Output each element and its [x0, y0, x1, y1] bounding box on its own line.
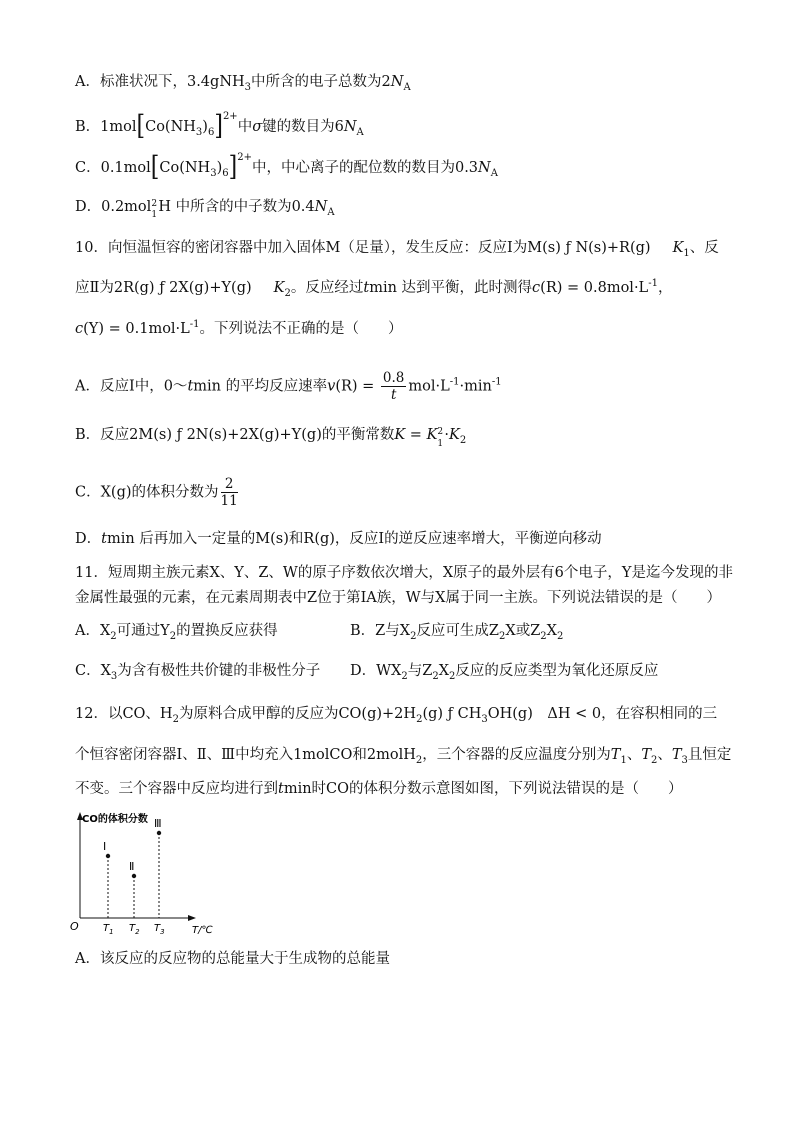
bracket-open: [	[150, 151, 160, 183]
q9-a-text: A．标准状况下，3.4gNH	[75, 74, 245, 90]
q12-l1a: 12．以CO、H	[75, 706, 173, 722]
q10-d-text: min 后再加入一定量的M(s)和R(g)，反应Ⅰ的逆反应速率增大，平衡逆向移动	[106, 531, 602, 547]
q10-b-k1-sub: 1	[437, 439, 444, 449]
origin-label: O	[70, 920, 79, 933]
q10-option-a[interactable]	[75, 370, 502, 403]
q10-d-t: t	[101, 531, 107, 547]
q10-l2a: 应Ⅱ为2R(g) ƒ 2X(g)+Y(g)	[75, 280, 252, 296]
q9-b-close: )	[202, 119, 208, 135]
q12-stem-line3	[75, 779, 683, 799]
q10-b-k1-scripts	[437, 427, 444, 449]
q11-b-d: X	[546, 623, 557, 639]
q9-option-b[interactable]	[75, 110, 364, 142]
q10-c-den: 11	[220, 493, 238, 509]
q11-option-c[interactable]	[75, 661, 320, 681]
q11-c-s1: 3	[110, 670, 118, 682]
q10-b-k: K	[394, 427, 406, 443]
q11-b-s2: 2	[499, 630, 506, 642]
q9-d-iso-num: 1	[151, 210, 158, 220]
q10-l3c: 。下列说法不正确的是（ ）	[199, 321, 403, 337]
q12-l1s3: 3	[481, 713, 488, 725]
q10-b-eq: =	[405, 427, 427, 443]
q9-c-sub6: 6	[222, 167, 229, 179]
q11-option-a[interactable]	[75, 621, 278, 641]
q10-stem-line3	[75, 319, 403, 339]
q11-b-c: X或Z	[505, 623, 541, 639]
q12-l1c: (g) ƒ CH	[422, 706, 482, 722]
q12-t3: T	[671, 747, 682, 763]
q11-a-b: 可通过Y	[116, 623, 170, 639]
q10-a-t: t	[187, 378, 194, 395]
q12-stem-line2	[75, 745, 731, 765]
q9-c-nasub: A	[490, 167, 498, 179]
q12-l1s2: 2	[416, 713, 423, 725]
q9-a-nasub: A	[403, 81, 411, 93]
q10-b-k1-sup: 2	[437, 427, 444, 437]
data-point-1	[106, 854, 110, 858]
q10-a-fraction	[381, 370, 406, 403]
data-point-2	[132, 874, 136, 878]
q11-l1: 11．短周期主族元素X、Y、Z、W的原子序数依次增大，X原子的最外层有6个电子，Y是迄今发现的非	[75, 565, 733, 581]
q10-l2c: min 达到平衡，此时测得	[369, 280, 533, 296]
q11-stem-line2	[75, 588, 721, 608]
q11-d-s1: 2	[401, 670, 408, 682]
q9-b-text: B．1mol	[75, 119, 137, 135]
q10-b-k1: K	[426, 427, 438, 443]
q10-a-pre: A．反应Ⅰ中，0～	[75, 378, 188, 395]
q11-b-b: 反应可生成Z	[416, 623, 500, 639]
q12-a-text: A．该反应的反应物的总能量大于生成物的总能量	[75, 951, 390, 967]
q11-c-a: C．X	[75, 663, 111, 679]
q9-b-charge: 2+	[222, 111, 238, 123]
q10-a-mid: min 的平均反应速率	[193, 378, 328, 395]
q12-l2s: 2	[415, 754, 423, 766]
q10-k2: K	[273, 280, 285, 296]
q10-a-s1: -1	[449, 376, 460, 388]
q11-a-s2: 2	[169, 630, 177, 642]
q9-a-na: N	[390, 74, 404, 90]
q10-k2-sub: 2	[284, 287, 291, 299]
q9-d-text: D．0.2mol	[75, 199, 152, 215]
q12-l2b: ，三个容器的反应温度分别为	[422, 747, 611, 763]
q9-b-inner: Co(NH	[145, 119, 196, 135]
q10-a-den: t	[390, 387, 397, 403]
q12-l1d: OH(g) ΔH < 0，在容积相同的三	[487, 706, 718, 722]
q10-a-v: v	[327, 378, 336, 395]
q10-b-k2-sub: 2	[459, 434, 467, 446]
q10-l3a: c	[75, 321, 84, 337]
q12-l3a: 不变。三个容器中反应均进行到	[75, 781, 278, 797]
q10-l1a: 10．向恒温恒容的密闭容器中加入固体M（足量），发生反应：反应Ⅰ为M(s) ƒ N(s)+R(g)	[75, 240, 651, 256]
q9-b-na: N	[343, 119, 357, 135]
x-tick-label-3: $T_3$	[154, 923, 165, 936]
q9-c-na: N	[478, 160, 491, 176]
q12-l3b: min时CO的体积分数示意图如图，下列说法错误的是（ ）	[283, 781, 683, 797]
q10-a-s2: -1	[491, 376, 502, 388]
q9-option-d[interactable]	[75, 197, 335, 220]
bracket-open: [	[136, 110, 146, 142]
q9-d-isotope	[151, 199, 158, 220]
q10-stem-line2	[75, 278, 672, 298]
q9-d-iso-mass: 2	[151, 199, 158, 209]
q9-b-post: 中	[237, 119, 253, 135]
q9-a-text2: 中所含的电子总数为2	[251, 74, 391, 90]
q10-a-vr: (R) =	[335, 378, 375, 395]
q9-a-sub: 3	[244, 81, 252, 93]
q11-d-b: 与Z	[407, 663, 433, 679]
q11-b-s1: 2	[410, 630, 417, 642]
q9-d-nasub: A	[327, 206, 335, 218]
q12-l2c: 且恒定	[687, 747, 732, 763]
q10-l3b: (Y) = 0.1mol·L	[83, 321, 190, 337]
q9-d-post: H 中所含的中子数为0.4	[158, 199, 315, 215]
q11-b-a: B．Z与X	[350, 623, 411, 639]
x-axis-arrow-icon	[188, 915, 196, 921]
q11-a-c: 的置换反应获得	[176, 623, 278, 639]
q10-option-c[interactable]	[75, 476, 240, 509]
q10-l1b: 、反	[689, 240, 719, 256]
q12-l2a: 个恒容密闭容器Ⅰ、Ⅱ、Ⅲ中均充入1molCO和2molH	[75, 747, 416, 763]
q10-option-d[interactable]	[75, 529, 602, 549]
q11-d-s3: 2	[449, 670, 456, 682]
q12-t2: T	[641, 747, 651, 763]
q10-d-pre: D．	[75, 531, 102, 547]
q12-t1s: 1	[620, 754, 627, 766]
q10-b-k2: K	[449, 427, 460, 443]
q10-b-dot: ·	[444, 427, 450, 443]
q9-option-c[interactable]	[75, 151, 498, 183]
q9-c-sub: 3	[210, 167, 217, 179]
q10-l2e: ，	[657, 280, 673, 296]
q11-b-s4: 2	[557, 630, 564, 642]
q10-option-b[interactable]	[75, 425, 467, 449]
q11-d-s2: 2	[432, 670, 439, 682]
q12-stem-line1	[75, 704, 717, 724]
q11-a-a: A．X	[75, 623, 111, 639]
q12-l3t: t	[278, 781, 284, 797]
q11-c-b: 为含有极性共价键的非极性分子	[117, 663, 321, 679]
q11-d-a: D．WX	[350, 663, 402, 679]
point-label-2: Ⅱ	[129, 860, 135, 873]
q11-option-b[interactable]	[350, 621, 563, 641]
co-volume-fraction-chart	[66, 808, 226, 938]
q9-b-sub: 3	[195, 126, 203, 138]
bracket-close: ]	[214, 110, 223, 142]
q11-d-c: X	[438, 663, 450, 679]
q10-l2d: (R) = 0.8mol·L	[540, 280, 649, 296]
q11-b-s3: 2	[540, 630, 547, 642]
data-point-3	[157, 831, 161, 835]
q10-k1-sub: 1	[683, 247, 690, 259]
q9-c-text: C．0.1mol	[75, 160, 151, 176]
q9-d-na: N	[314, 199, 328, 215]
q9-b-post2: 键的数目为6	[262, 119, 344, 135]
q10-c-pre: C．X(g)的体积分数为	[75, 484, 219, 501]
q10-b-pre: B．反应2M(s) ƒ 2N(s)+2X(g)+Y(g)的平衡常数	[75, 427, 395, 443]
q12-option-a[interactable]	[75, 949, 390, 969]
q11-a-s1: 2	[110, 630, 117, 642]
q10-l2sup: -1	[648, 278, 658, 290]
q12-sep2: 、	[657, 747, 672, 763]
q10-a-unit: mol·L	[408, 378, 450, 395]
q9-c-close: )	[216, 160, 223, 176]
q10-stem-line1	[75, 238, 719, 258]
q12-t2s: 2	[650, 754, 658, 766]
q9-c-post: 中，中心离子的配位数的数目为0.3	[251, 160, 479, 176]
point-label-1: Ⅰ	[103, 840, 107, 853]
point-label-3: Ⅲ	[154, 817, 162, 830]
q11-stem-line1	[75, 563, 733, 583]
q12-l1b: 为原料合成甲醇的反应为CO(g)+2H	[178, 706, 417, 722]
q10-c-num: 2	[221, 476, 238, 493]
q11-option-d[interactable]	[350, 661, 658, 681]
q9-c-inner: Co(NH	[159, 160, 211, 176]
q12-t3s: 3	[681, 754, 688, 766]
q12-sep1: 、	[626, 747, 642, 763]
q10-l3sup: -1	[189, 319, 200, 331]
bracket-close: ]	[228, 151, 238, 183]
q11-l2: 金属性最强的元素，在元素周期表中Z位于第ⅠA族，W与X属于同一主族。下列说法错误的是（ ）	[75, 590, 721, 606]
q10-l2t: t	[363, 280, 370, 296]
q10-l2cv: c	[532, 280, 541, 296]
q9-b-sigma: σ	[252, 119, 263, 135]
x-tick-label-2: $T_2$	[129, 923, 140, 936]
q9-c-charge: 2+	[237, 152, 252, 164]
q12-t1: T	[610, 747, 621, 763]
q12-l1s: 2	[172, 713, 179, 725]
q10-c-fraction	[221, 476, 238, 509]
q11-d-d: 反应的反应类型为氧化还原反应	[455, 663, 659, 679]
q10-a-num: 0.8	[382, 370, 405, 386]
q10-k1: K	[672, 240, 684, 256]
x-tick-label-1: $T_1$	[103, 923, 114, 936]
q10-l2b: 。反应经过	[290, 280, 364, 296]
q9-b-nasub: A	[356, 126, 364, 138]
q10-a-unit2: ·min	[459, 378, 492, 395]
q9-option-a[interactable]	[75, 72, 411, 92]
y-axis-label: CO的体积分数	[82, 814, 148, 825]
q9-b-sub6: 6	[207, 126, 215, 138]
x-axis-label: T/℃	[192, 925, 213, 936]
